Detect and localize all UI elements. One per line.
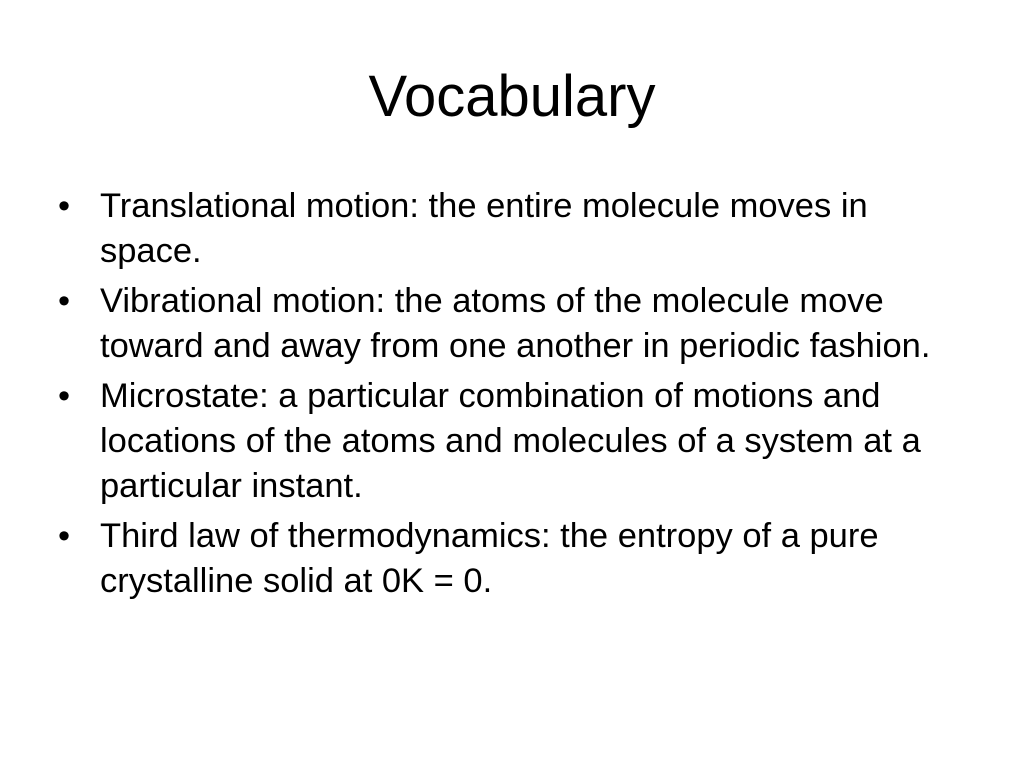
bullet-text: Microstate: a particular combination of motions and locations of the atoms and molecules of a system at a particular instant.: [100, 377, 921, 505]
bullet-list: [58, 184, 968, 609]
bullet-icon: •: [58, 517, 71, 555]
slide-title: Vocabulary: [368, 64, 656, 129]
bullet-icon: •: [58, 187, 71, 225]
bullet-icon: •: [58, 282, 71, 320]
bullet-item-third-law: [58, 514, 968, 604]
bullet-text: Third law of thermodynamics: the entropy of a pure crystalline solid at 0K = 0.: [100, 517, 879, 600]
bullet-text: Translational motion: the entire molecule moves in space.: [100, 187, 868, 270]
bullet-item-translational-motion: [58, 184, 968, 274]
bullet-icon: •: [58, 377, 71, 415]
bullet-item-vibrational-motion: [58, 279, 968, 369]
bullet-text: Vibrational motion: the atoms of the molecule move toward and away from one another in periodic fashion.: [100, 282, 931, 365]
bullet-item-microstate: [58, 374, 968, 509]
